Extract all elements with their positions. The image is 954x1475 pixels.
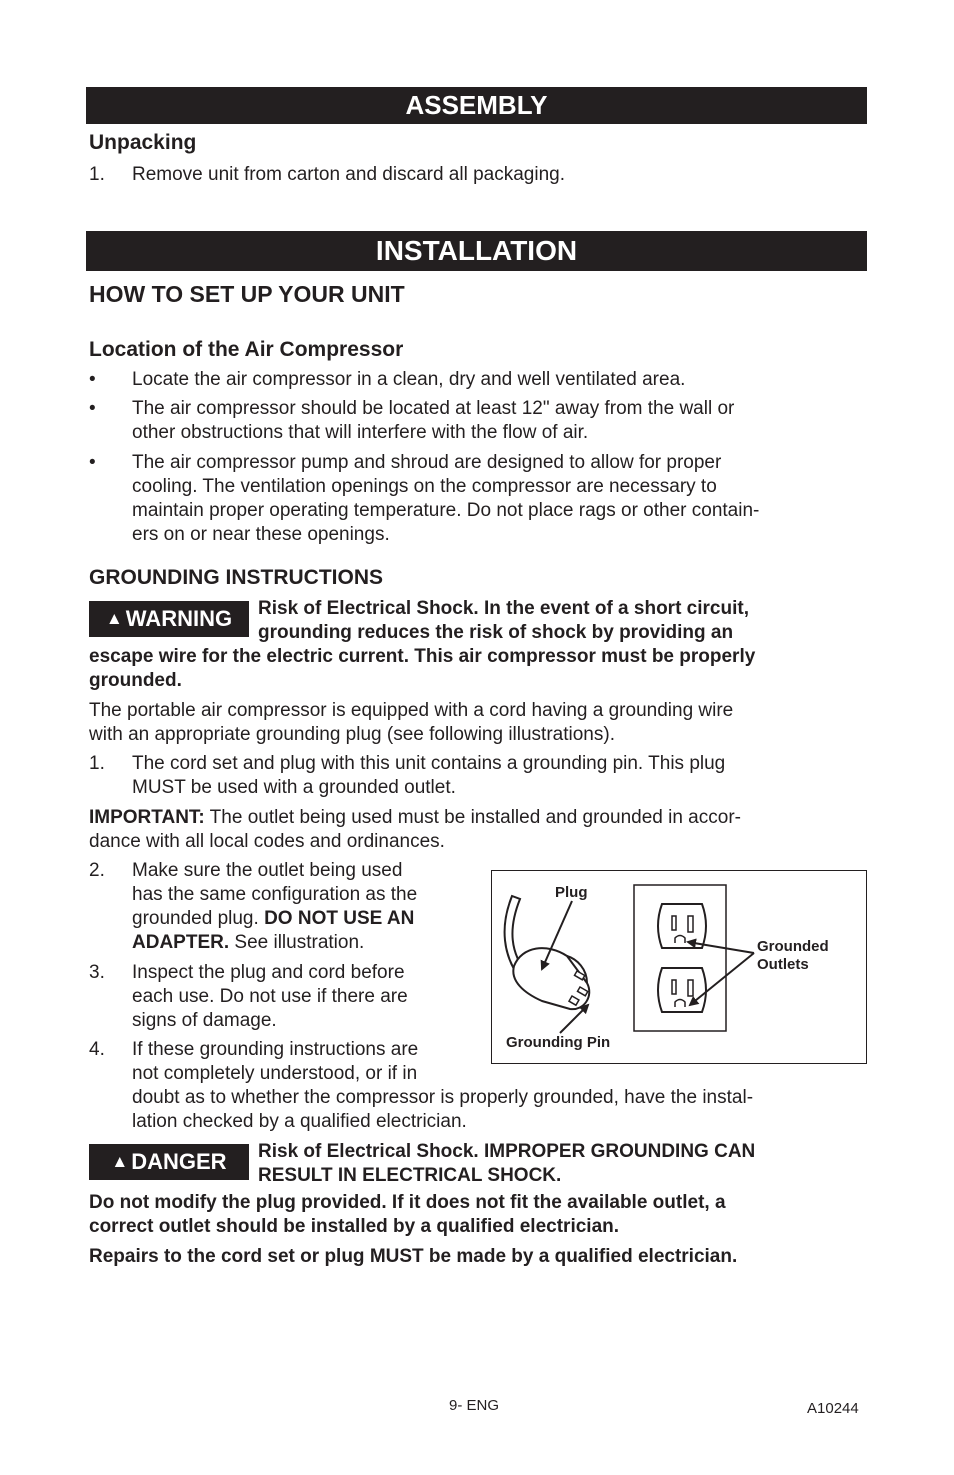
warning-triangle-icon: ▲: [105, 609, 123, 628]
bullet-marker: •: [89, 452, 96, 473]
warning-text-line-2: grounding reduces the risk of shock by providing an: [258, 622, 734, 643]
grounding-title: GROUNDING INSTRUCTIONS: [89, 566, 383, 589]
bullet-marker: •: [89, 398, 96, 419]
warning-text-line-4: grounded.: [89, 670, 182, 691]
step-number: 3.: [89, 962, 105, 983]
important-label: IMPORTANT:: [89, 807, 205, 828]
danger-badge-label: DANGER: [131, 1149, 227, 1174]
unpacking-title: Unpacking: [89, 131, 197, 154]
danger-text-line-1: Risk of Electrical Shock. IMPROPER GROUNDING CAN: [258, 1141, 756, 1162]
page-number: 9- ENG: [449, 1397, 500, 1414]
outlet-bottom-shape: [658, 968, 706, 1012]
step-number: 1.: [89, 753, 105, 774]
document-code: A10244: [807, 1400, 859, 1417]
assembly-heading-bar: [86, 87, 867, 124]
warning-text-line-1: Risk of Electrical Shock. In the event of a short circuit,: [258, 598, 749, 619]
step-text: The cord set and plug with this unit contains a grounding pin. This plug MUST be used with a grounded outlet.: [132, 753, 726, 798]
setup-title: HOW TO SET UP YOUR UNIT: [89, 281, 405, 307]
warning-badge-label: WARNING: [125, 606, 233, 631]
modify-plug-warning: Do not modify the plug provided. If it does not fit the available outlet, a correct outlet should be installed by a qualified electrician.: [89, 1192, 726, 1237]
repairs-warning: Repairs to the cord set or plug MUST be made by a qualified electrician.: [89, 1246, 738, 1267]
step-text: Remove unit from carton and discard all packaging.: [132, 164, 566, 185]
installation-heading: INSTALLATION: [375, 235, 578, 266]
step-number: 2.: [89, 860, 105, 881]
bullet-marker: •: [89, 369, 96, 390]
bullet-text: Locate the air compressor in a clean, dry and well ventilated area.: [132, 369, 686, 390]
outlet-top-shape: [658, 904, 706, 948]
plug-outlet-diagram: [491, 870, 867, 1064]
step-text: Inspect the plug and cord before each use. Do not use if there are signs of damage.: [132, 962, 408, 1031]
plug-label: Plug: [555, 884, 588, 901]
warning-badge: [89, 601, 249, 637]
grounding-pin-label: Grounding Pin: [506, 1034, 611, 1051]
grounded-outlets-label: Grounded Outlets: [757, 938, 829, 973]
step-text: Make sure the outlet being used has the same configuration as the grounded plug. DO NOT USE AN ADAPTER. See illustration.: [132, 860, 418, 953]
danger-triangle-icon: ▲: [111, 1152, 129, 1171]
grounding-intro: The portable air compressor is equipped with a cord having a grounding wire with an appropriate grounding plug (see following illustrations).: [89, 700, 734, 745]
danger-text-line-2: RESULT IN ELECTRICAL SHOCK.: [258, 1165, 562, 1186]
step-text: If these grounding instructions are not completely understood, or if in doubt as to whether the compressor is properly grounded, have the instal- lation checked by a qualified electrician.: [132, 1039, 754, 1132]
warning-text-line-3: escape wire for the electric current. This air compressor must be properly: [89, 646, 756, 667]
bullet-text: The air compressor should be located at least 12" away from the wall or other obstructions that will interfere with the flow of air.: [132, 398, 735, 443]
bullet-text: The air compressor pump and shroud are designed to allow for proper cooling. The ventilation openings on the compressor are necessary to maintain proper operating temperature. Do not place rags or other contain- ers on or near these openings.: [132, 452, 760, 545]
step-number: 1.: [89, 164, 105, 185]
danger-badge: [89, 1144, 249, 1180]
location-title: Location of the Air Compressor: [89, 338, 404, 361]
step-number: 4.: [89, 1039, 105, 1060]
assembly-heading: ASSEMBLY: [405, 90, 548, 120]
important-note: IMPORTANT: The outlet being used must be installed and grounded in accor- dance with all local codes and ordinances.: [89, 807, 741, 852]
installation-heading-bar: [86, 231, 867, 271]
